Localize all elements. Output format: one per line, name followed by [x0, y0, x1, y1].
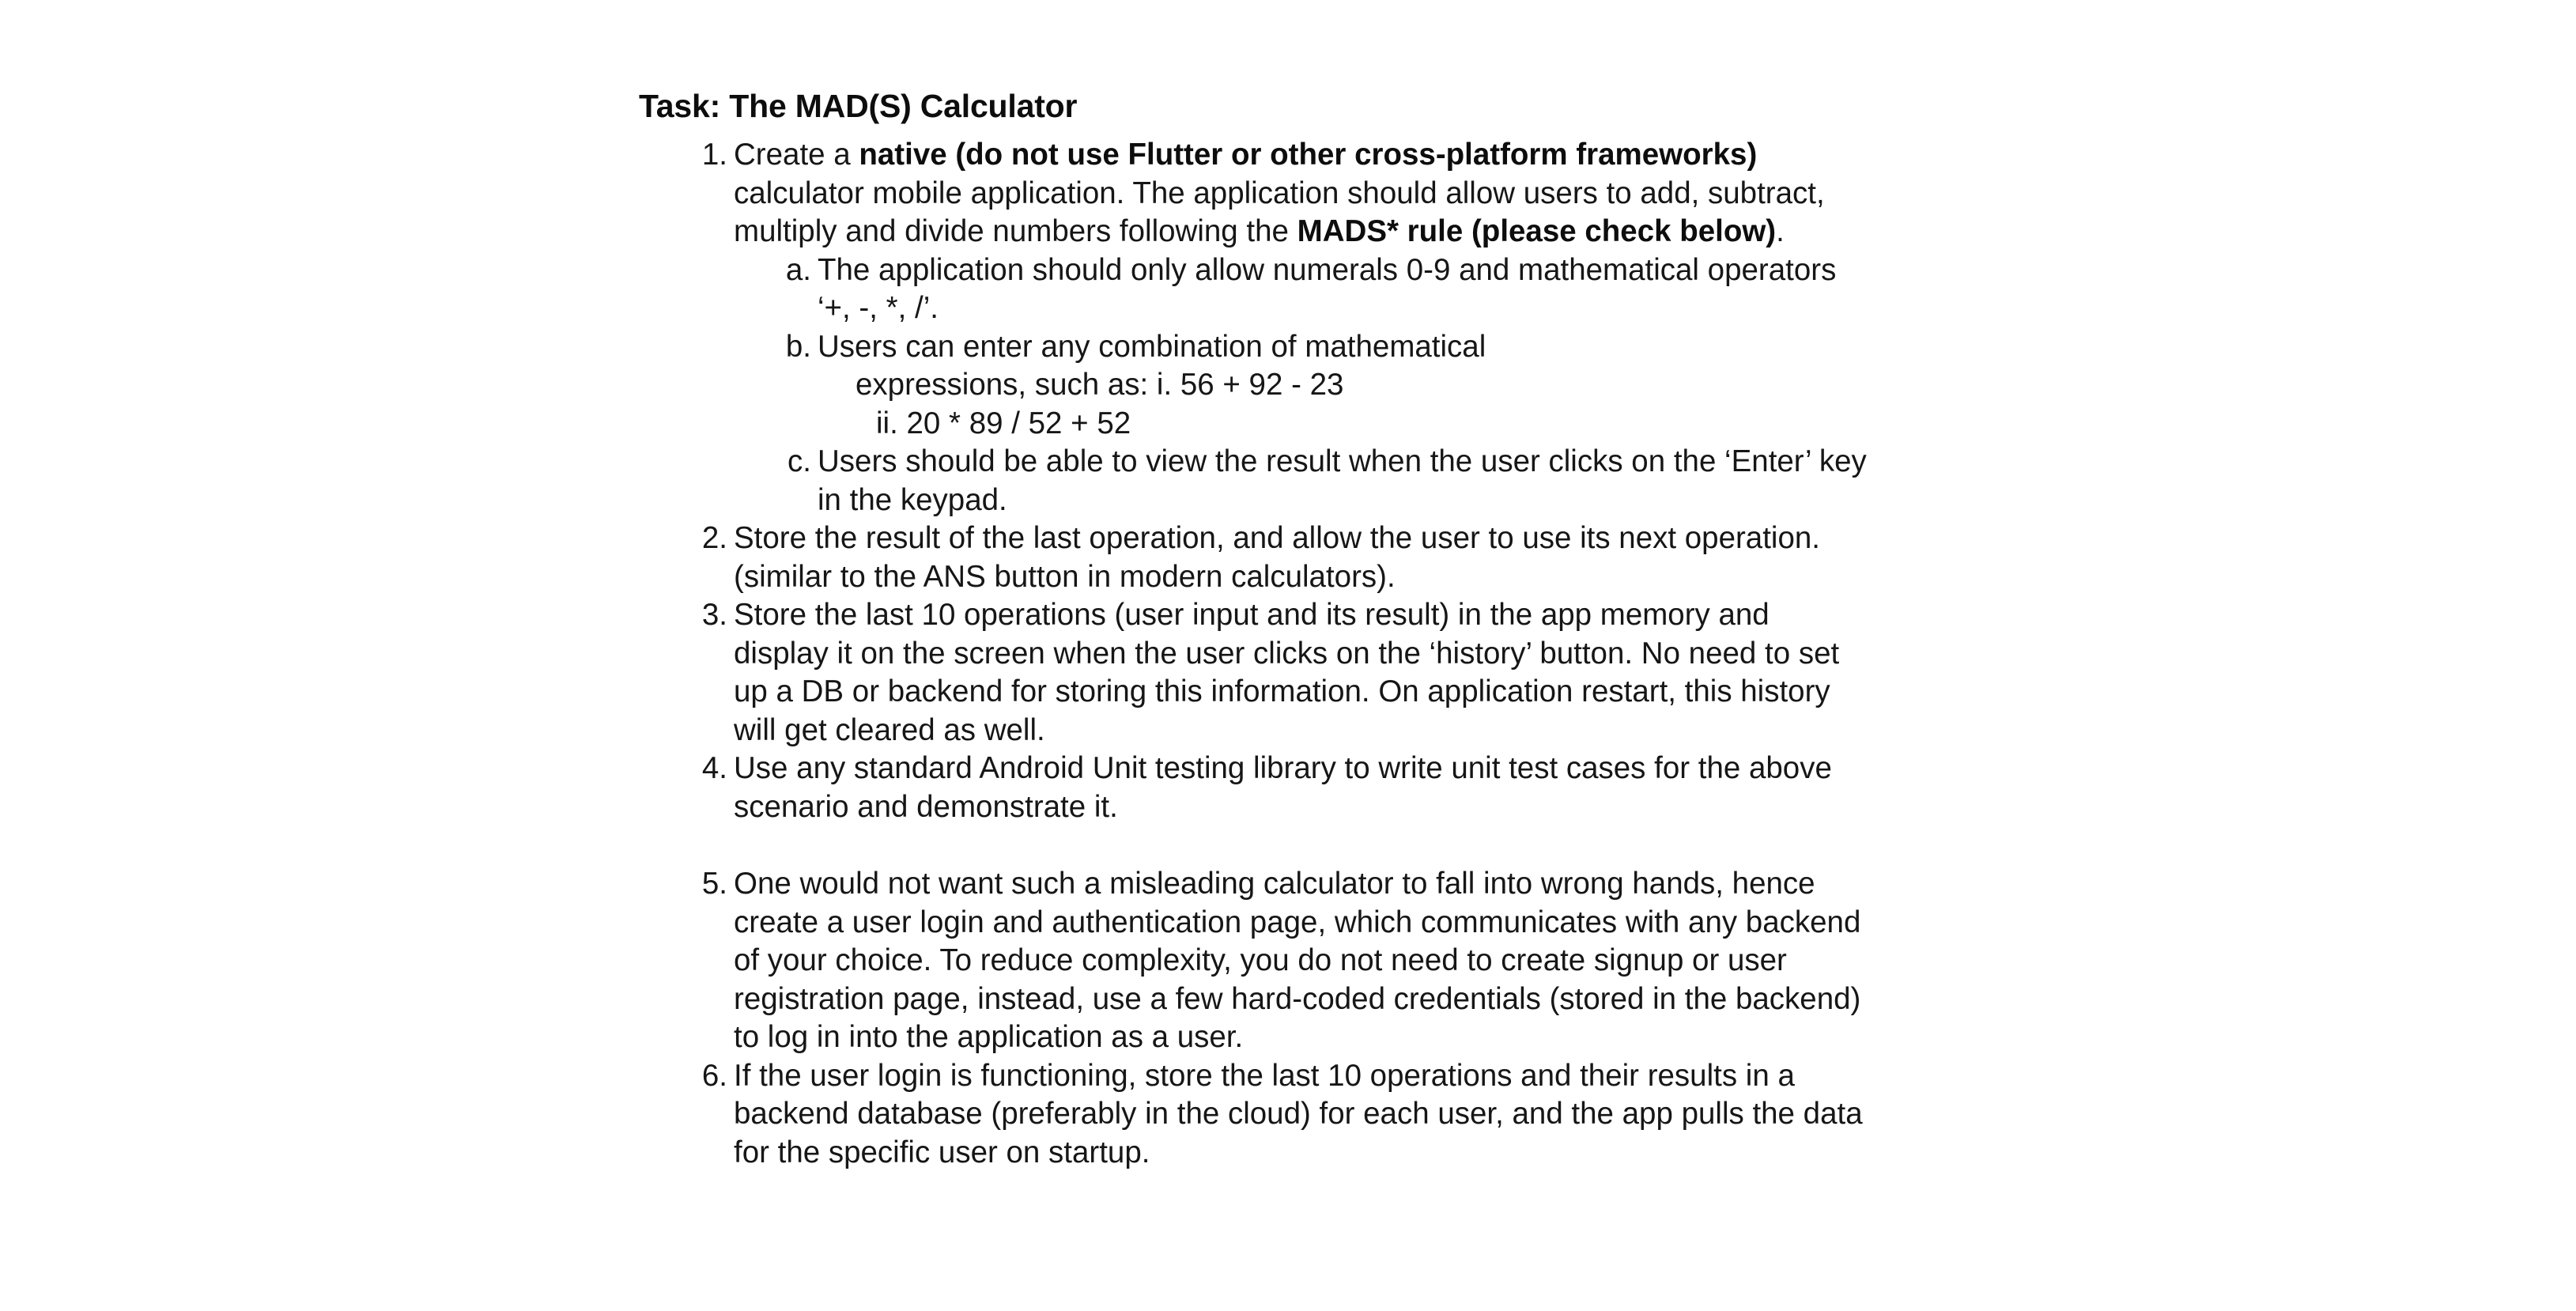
list-marker-1: 1.	[701, 138, 727, 172]
list-marker-6: 6.	[701, 1058, 727, 1093]
sub-list-item-a	[780, 251, 1872, 328]
sub-list-item-b-line1: Users can enter any combination of mathematical	[818, 329, 1486, 364]
roman-item-ii: ii. 20 * 89 / 52 + 52	[876, 406, 1131, 440]
list-item-4	[686, 750, 1872, 826]
list-item-6-text: If the user login is functioning, store the last 10 operations and their results in a backend database (preferably in the cloud) for each user, and the app pulls the data for the specific user on startup.	[734, 1058, 1863, 1169]
sub-list-item-a-text: The application should only allow numerals 0-9 and mathematical operators ‘+, -, *, /’.	[818, 252, 1837, 326]
list-item-5	[686, 865, 1872, 1057]
sub-list-marker-c: c.	[788, 444, 811, 479]
list-marker-4: 4.	[701, 751, 727, 786]
sub-list-item-b	[780, 328, 1872, 444]
sub-list-item-c	[780, 443, 1872, 519]
sub-list-item-c-text: Users should be able to view the result when the user clicks on the ‘Enter’ key in the keypad.	[818, 444, 1867, 517]
list-marker-3: 3.	[701, 598, 727, 633]
list-item-2	[686, 519, 1872, 596]
list-item-2-text: Store the result of the last operation, and allow the user to use its next operation. (similar to the ANS button in modern calculators).	[734, 521, 1820, 594]
list-item-3	[686, 596, 1872, 750]
sub-list-1	[734, 251, 1872, 520]
roman-item-i: expressions, such as: i. 56 + 92 - 23	[856, 368, 1344, 402]
page-title: Task: The MAD(S) Calculator	[639, 88, 1078, 124]
list-item-1	[686, 136, 1872, 519]
list-item-6	[686, 1057, 1872, 1173]
segment-bold: native (do not use Flutter or other cross-platform frameworks)	[859, 138, 1758, 172]
sub-list-marker-a: a.	[785, 252, 811, 287]
list-item-3-text: Store the last 10 operations (user input and its result) in the app memory and display it on the screen when the user clicks on the ‘history’ button. No need to set up a DB or backend for storing this information. On application restart, this history will get cleared as well.	[734, 598, 1840, 747]
list-item-1-text	[734, 136, 1872, 251]
list-item-4-text: Use any standard Android Unit testing library to write unit test cases for the above scenario and demonstrate it.	[734, 751, 1832, 824]
roman-sub-list	[856, 366, 1872, 443]
task-document	[639, 85, 1872, 1172]
requirements-list	[639, 136, 1872, 1172]
segment-plain: Create a	[734, 138, 859, 172]
list-marker-2: 2.	[701, 521, 727, 556]
list-marker-5: 5.	[701, 867, 727, 901]
segment-plain: calculator mobile application. The application should allow users to add, subtract, multiply and divide numbers following the	[734, 176, 1825, 249]
list-item-5-text: One would not want such a misleading calculator to fall into wrong hands, hence create a user login and authentication page, which communicates with any backend of your choice. To reduce complexity, you do not need to create signup or user registration page, instead, use a few hard-coded credentials (stored in the backend) to log in into the application as a user.	[734, 867, 1861, 1055]
sub-list-marker-b: b.	[785, 329, 811, 364]
segment-plain: .	[1776, 214, 1785, 249]
segment-bold: MADS* rule (please check below)	[1297, 214, 1777, 249]
